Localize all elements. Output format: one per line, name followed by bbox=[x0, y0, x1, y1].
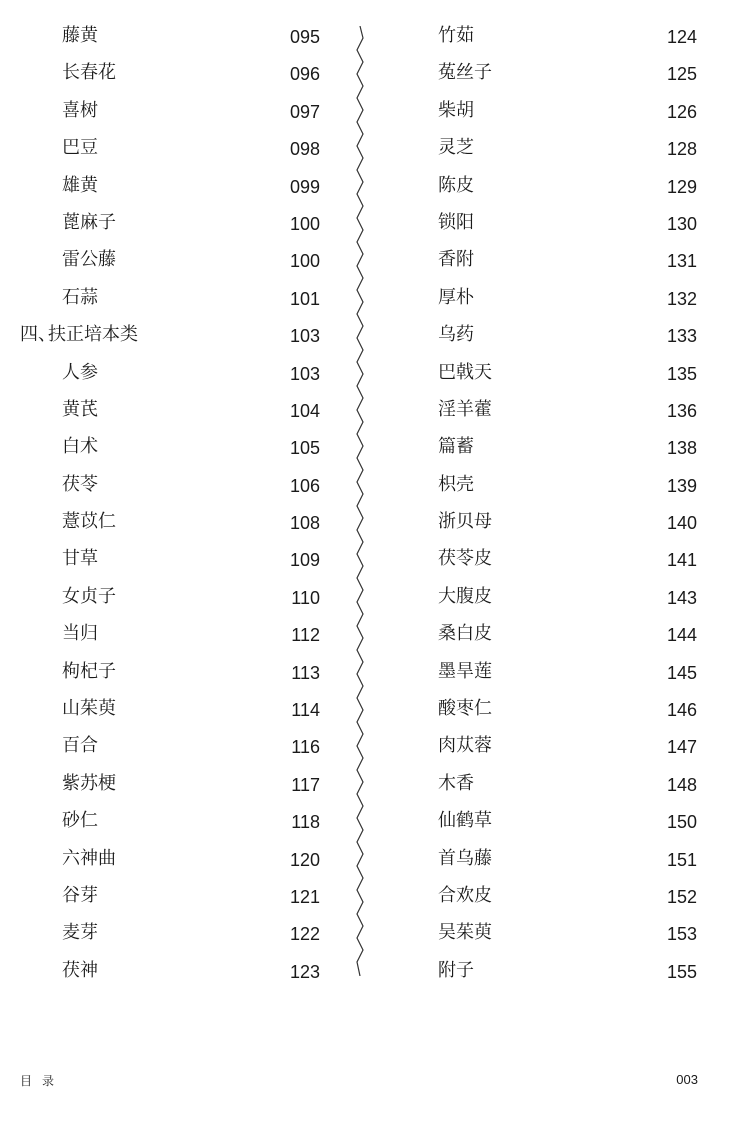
entry-page-number: 105 bbox=[289, 438, 320, 459]
entry-name: 附子 bbox=[438, 959, 474, 981]
toc-entry bbox=[0, 17, 340, 54]
toc-entry bbox=[380, 204, 720, 241]
entry-name: 当归 bbox=[62, 623, 98, 645]
toc-entry bbox=[0, 466, 340, 503]
entry-name: 黄芪 bbox=[62, 398, 98, 420]
toc-entry bbox=[0, 204, 340, 241]
toc-entry bbox=[380, 653, 720, 690]
entry-page-number: 152 bbox=[666, 886, 697, 907]
entry-name: 厚朴 bbox=[438, 286, 474, 308]
toc-entry bbox=[380, 727, 720, 764]
entry-page-number: 112 bbox=[291, 625, 320, 646]
entry-name: 陈皮 bbox=[438, 174, 474, 196]
toc-entry bbox=[0, 653, 340, 690]
entry-name: 仙鹤草 bbox=[438, 810, 492, 832]
footer-page-number: 003 bbox=[676, 1072, 698, 1087]
entry-name: 首乌藤 bbox=[438, 847, 492, 869]
entry-page-number: 129 bbox=[666, 176, 697, 197]
entry-page-number: 123 bbox=[289, 961, 320, 982]
entry-name: 甘草 bbox=[62, 548, 98, 570]
entry-name: 麦芽 bbox=[62, 922, 98, 944]
toc-entry bbox=[380, 802, 720, 839]
entry-name: 巴戟天 bbox=[438, 361, 492, 383]
toc-entry bbox=[0, 354, 340, 391]
entry-page-number: 108 bbox=[289, 513, 320, 534]
toc-entry bbox=[0, 578, 340, 615]
entry-page-number: 133 bbox=[666, 326, 697, 347]
toc-entry bbox=[0, 428, 340, 465]
entry-page-number: 150 bbox=[666, 812, 697, 833]
toc-entry bbox=[0, 540, 340, 577]
toc-column-left bbox=[0, 17, 340, 989]
entry-name: 大腹皮 bbox=[438, 585, 492, 607]
toc-entry bbox=[380, 690, 720, 727]
toc-entry bbox=[380, 877, 720, 914]
entry-name: 雷公藤 bbox=[62, 249, 116, 271]
toc-entry bbox=[380, 391, 720, 428]
entry-page-number: 098 bbox=[289, 139, 320, 160]
entry-page-number: 132 bbox=[666, 288, 697, 309]
entry-name: 肉苁蓉 bbox=[438, 735, 492, 757]
entry-name: 吴茱萸 bbox=[438, 922, 492, 944]
toc-entry bbox=[0, 615, 340, 652]
entry-name: 薏苡仁 bbox=[62, 511, 116, 533]
entry-page-number: 113 bbox=[291, 662, 320, 683]
entry-page-number: 130 bbox=[666, 213, 697, 234]
entry-name: 菟丝子 bbox=[438, 62, 492, 84]
toc-entry bbox=[380, 578, 720, 615]
entry-page-number: 100 bbox=[289, 251, 320, 272]
entry-name: 竹茹 bbox=[438, 25, 474, 46]
toc-entry bbox=[380, 952, 720, 989]
entry-name: 白术 bbox=[62, 436, 98, 458]
entry-page-number: 101 bbox=[289, 288, 320, 309]
toc-entry bbox=[380, 503, 720, 540]
toc-entry bbox=[380, 54, 720, 91]
entry-page-number: 103 bbox=[289, 326, 320, 347]
entry-name: 枳壳 bbox=[438, 473, 474, 495]
entry-page-number: 143 bbox=[666, 587, 697, 608]
entry-name: 藤黄 bbox=[62, 25, 98, 46]
toc-entry bbox=[0, 840, 340, 877]
entry-page-number: 135 bbox=[666, 363, 697, 384]
entry-page-number: 116 bbox=[291, 737, 320, 758]
toc-entry bbox=[0, 279, 340, 316]
entry-name: 蓖麻子 bbox=[62, 211, 116, 233]
entry-name: 长春花 bbox=[62, 62, 116, 84]
entry-name: 喜树 bbox=[62, 99, 98, 121]
entry-page-number: 117 bbox=[291, 774, 320, 795]
entry-page-number: 110 bbox=[291, 587, 320, 608]
column-divider bbox=[353, 26, 367, 976]
entry-page-number: 145 bbox=[666, 662, 697, 683]
toc-entry bbox=[380, 428, 720, 465]
toc-entry bbox=[0, 952, 340, 989]
toc-entry bbox=[380, 241, 720, 278]
entry-page-number: 141 bbox=[666, 550, 697, 571]
entry-name: 柴胡 bbox=[438, 99, 474, 121]
entry-page-number: 124 bbox=[666, 27, 697, 47]
entry-page-number: 153 bbox=[666, 924, 697, 945]
entry-name: 酸枣仁 bbox=[438, 698, 492, 720]
entry-page-number: 121 bbox=[289, 886, 320, 907]
entry-name: 茯神 bbox=[62, 959, 98, 981]
entry-page-number: 106 bbox=[289, 475, 320, 496]
entry-name: 雄黄 bbox=[62, 174, 98, 196]
toc-entry bbox=[0, 92, 340, 129]
entry-page-number: 099 bbox=[289, 176, 320, 197]
toc-entry bbox=[380, 316, 720, 353]
entry-page-number: 138 bbox=[666, 438, 697, 459]
entry-page-number: 126 bbox=[666, 101, 697, 122]
toc-entry bbox=[0, 129, 340, 166]
entry-page-number: 151 bbox=[666, 849, 697, 870]
entry-page-number: 140 bbox=[666, 513, 697, 534]
entry-name: 砂仁 bbox=[62, 810, 98, 832]
entry-name: 巴豆 bbox=[62, 137, 98, 159]
entry-page-number: 128 bbox=[666, 139, 697, 160]
entry-page-number: 131 bbox=[666, 251, 697, 272]
entry-name: 合欢皮 bbox=[438, 884, 492, 906]
entry-page-number: 096 bbox=[289, 64, 320, 85]
entry-page-number: 104 bbox=[289, 400, 320, 421]
entry-page-number: 109 bbox=[289, 550, 320, 571]
toc-entry bbox=[0, 503, 340, 540]
entry-page-number: 103 bbox=[289, 363, 320, 384]
entry-name: 紫苏梗 bbox=[62, 772, 116, 794]
toc-entry bbox=[0, 241, 340, 278]
entry-page-number: 118 bbox=[291, 812, 320, 833]
entry-page-number: 100 bbox=[289, 213, 320, 234]
entry-name: 山茱萸 bbox=[62, 698, 116, 720]
entry-name: 六神曲 bbox=[62, 847, 116, 869]
toc-entry bbox=[0, 391, 340, 428]
entry-name: 百合 bbox=[62, 735, 98, 757]
entry-page-number: 120 bbox=[289, 849, 320, 870]
entry-page-number: 114 bbox=[291, 700, 320, 721]
toc-entry bbox=[380, 354, 720, 391]
entry-page-number: 097 bbox=[289, 101, 320, 122]
toc-entry bbox=[380, 92, 720, 129]
entry-name: 香附 bbox=[438, 249, 474, 271]
entry-name: 篇蓄 bbox=[438, 436, 474, 458]
entry-page-number: 136 bbox=[666, 400, 697, 421]
entry-page-number: 148 bbox=[666, 774, 697, 795]
entry-page-number: 144 bbox=[666, 625, 697, 646]
toc-entry bbox=[0, 802, 340, 839]
toc-entry bbox=[0, 316, 340, 353]
entry-page-number: 147 bbox=[666, 737, 697, 758]
entry-name: 木香 bbox=[438, 772, 474, 794]
entry-name: 锁阳 bbox=[438, 211, 474, 233]
entry-name: 桑白皮 bbox=[438, 623, 492, 645]
toc-entry bbox=[380, 129, 720, 166]
toc-entry bbox=[380, 167, 720, 204]
toc-entry bbox=[0, 914, 340, 951]
entry-name: 石蒜 bbox=[62, 286, 98, 308]
entry-name: 乌药 bbox=[438, 324, 474, 346]
toc-entry bbox=[380, 914, 720, 951]
entry-name: 浙贝母 bbox=[438, 511, 492, 533]
entry-name: 墨旱莲 bbox=[438, 660, 492, 682]
toc-entry bbox=[0, 765, 340, 802]
entry-page-number: 139 bbox=[666, 475, 697, 496]
entry-name: 茯苓皮 bbox=[438, 548, 492, 570]
toc-entry bbox=[380, 765, 720, 802]
entry-page-number: 125 bbox=[666, 64, 697, 85]
entry-name: 淫羊藿 bbox=[438, 398, 492, 420]
toc-column-right bbox=[380, 17, 720, 989]
entry-name: 灵芝 bbox=[438, 137, 474, 159]
section-number: 四、 bbox=[20, 324, 56, 346]
entry-name: 人参 bbox=[62, 361, 98, 383]
entry-page-number: 146 bbox=[666, 700, 697, 721]
entry-page-number: 122 bbox=[289, 924, 320, 945]
section-heading: 扶正培本类 bbox=[48, 324, 138, 346]
toc-entry bbox=[0, 167, 340, 204]
toc-entry bbox=[0, 690, 340, 727]
entry-name: 茯苓 bbox=[62, 473, 98, 495]
toc-entry bbox=[0, 877, 340, 914]
toc-entry bbox=[0, 54, 340, 91]
toc-entry bbox=[380, 540, 720, 577]
entry-page-number: 155 bbox=[666, 961, 697, 982]
entry-page-number: 095 bbox=[289, 27, 320, 47]
entry-name: 谷芽 bbox=[62, 884, 98, 906]
toc-entry bbox=[380, 279, 720, 316]
toc-entry bbox=[380, 840, 720, 877]
toc-entry bbox=[380, 17, 720, 54]
entry-name: 女贞子 bbox=[62, 585, 116, 607]
footer-section-label: 目录 bbox=[20, 1074, 65, 1088]
toc-entry bbox=[380, 615, 720, 652]
entry-name: 枸杞子 bbox=[62, 660, 116, 682]
toc-entry bbox=[0, 727, 340, 764]
toc-entry bbox=[380, 466, 720, 503]
